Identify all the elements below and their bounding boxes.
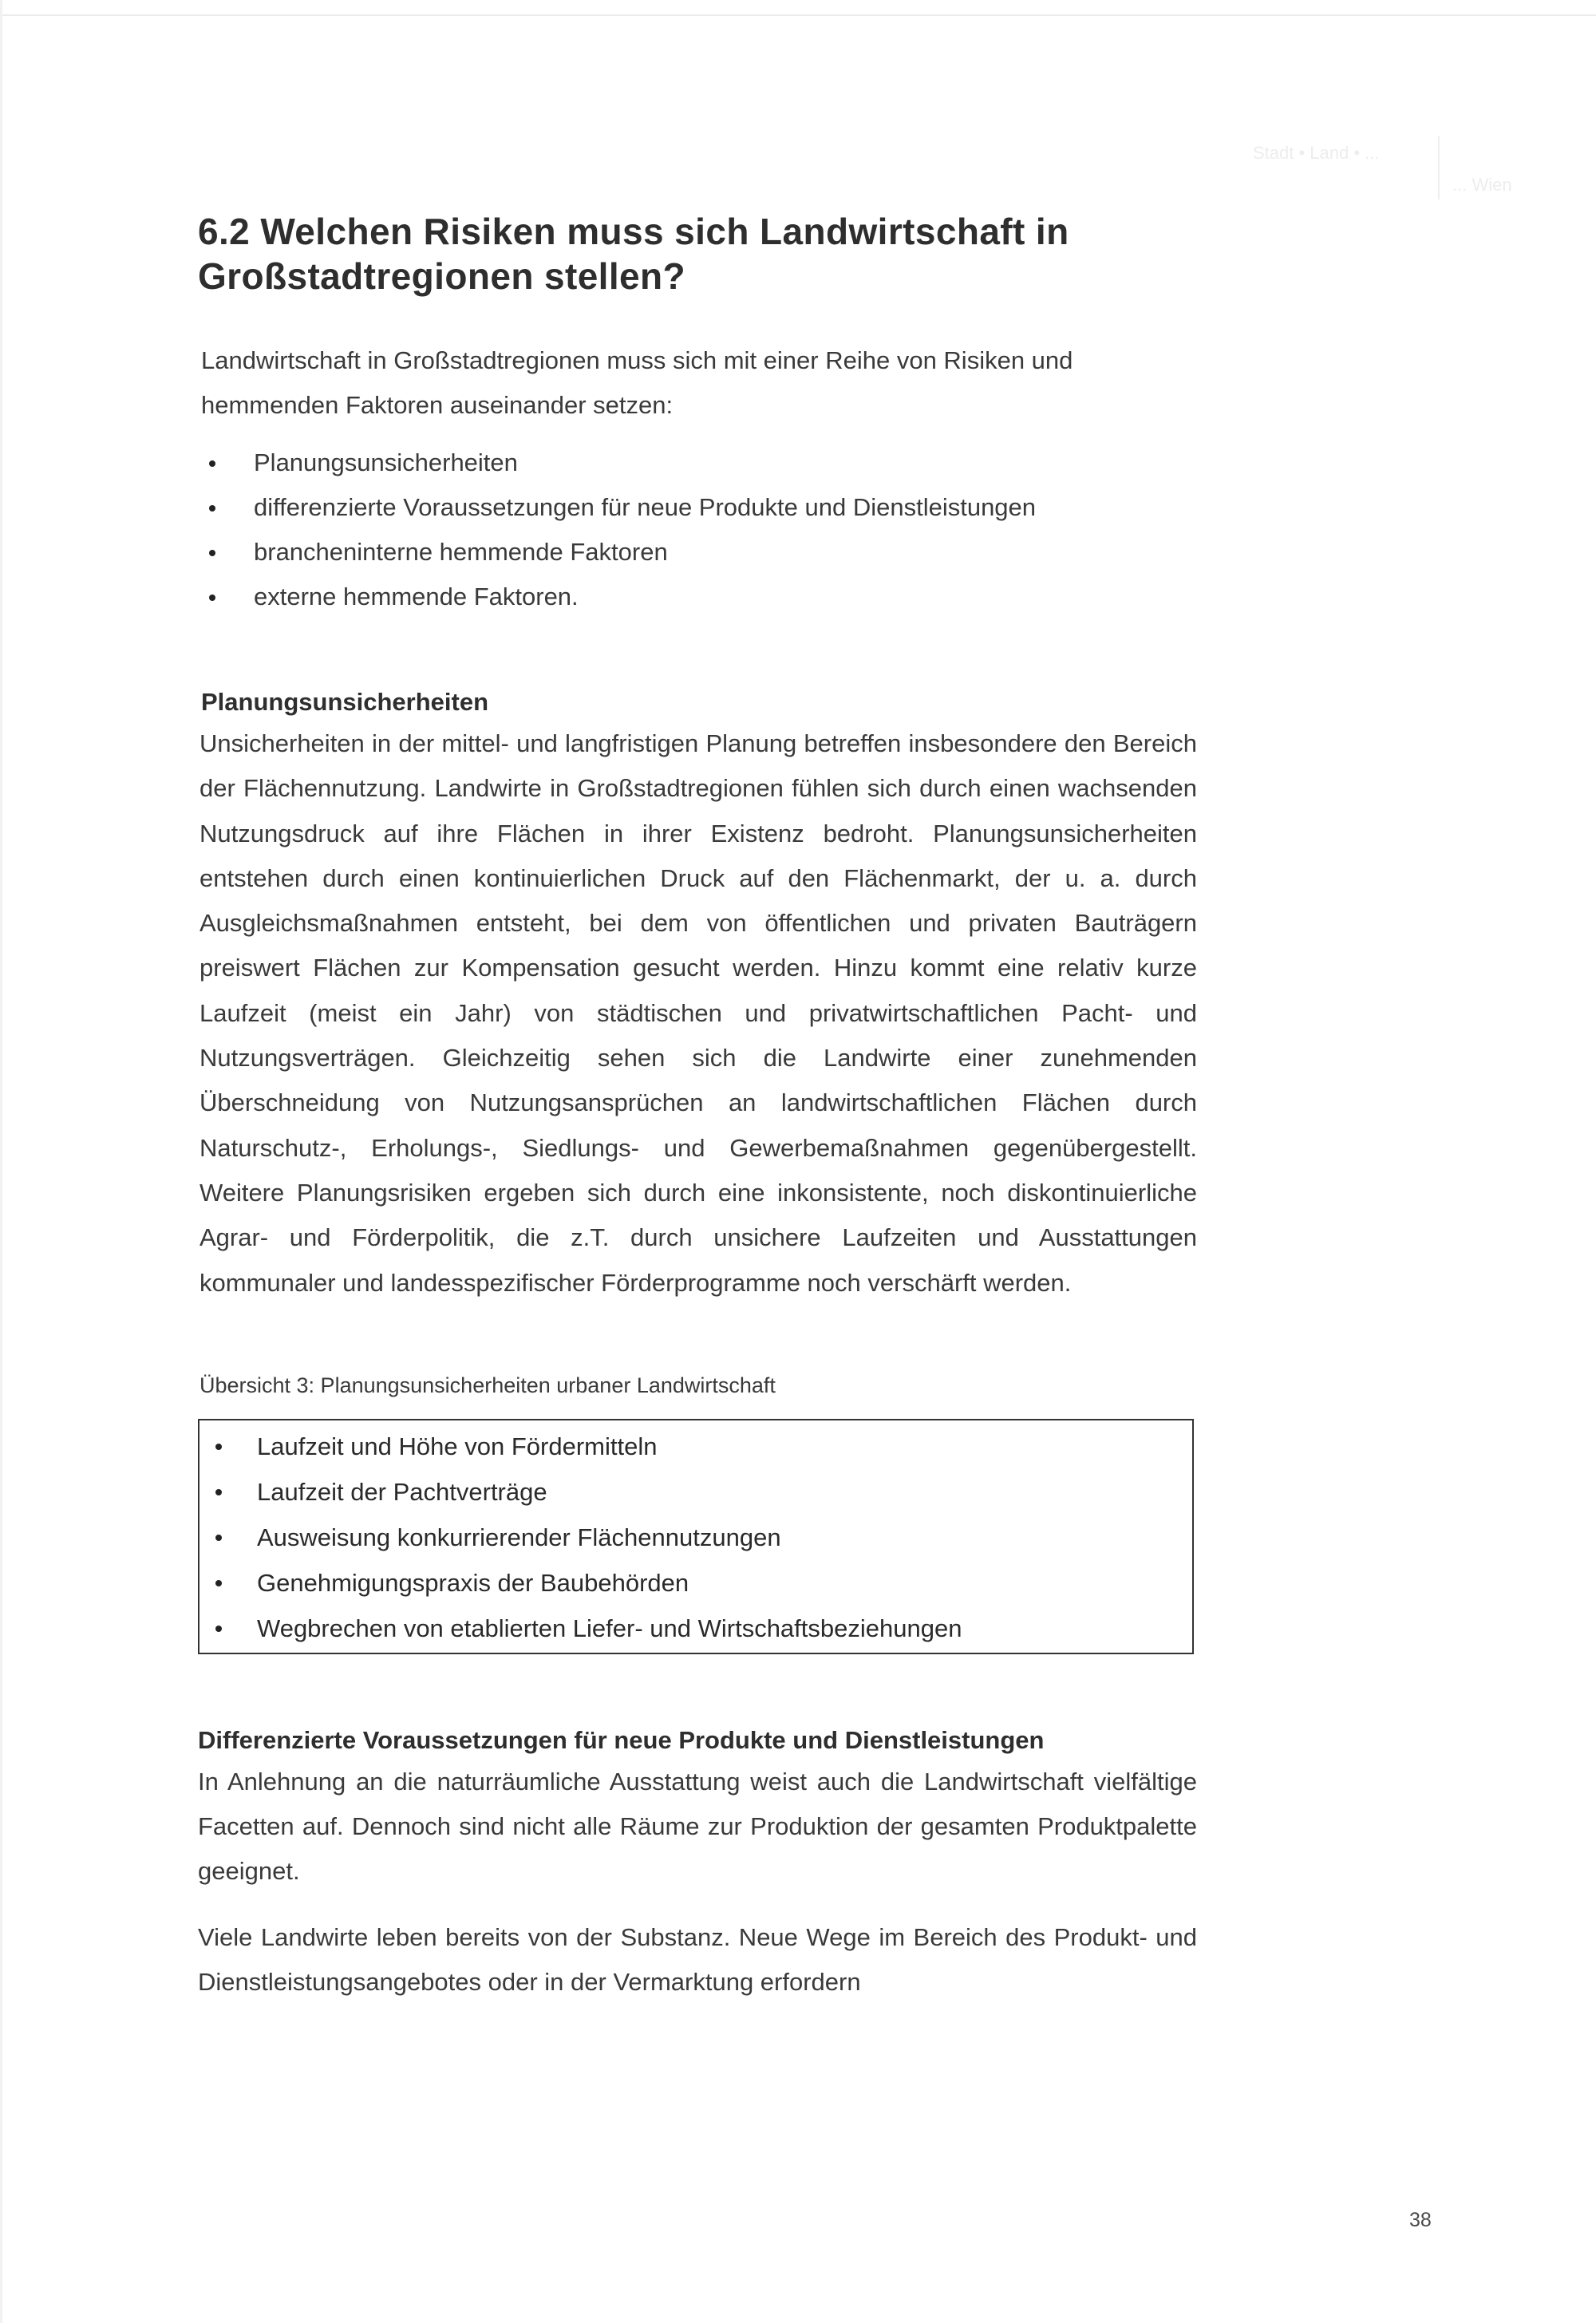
overview-list-item: Wegbrechen von etablierten Liefer- und Wirtschaftsbeziehungen [200,1606,1192,1651]
differentiated-paragraph-2: Viele Landwirte leben bereits von der Substanz. Neue Wege im Bereich des Produkt- und Dienstleistungsangebotes oder in der Vermarktung erfordern [198,1922,1197,1997]
page-left-edge [0,0,2,2323]
planning-paragraph: Unsicherheiten in der mittel- und langfristigen Planung betreffen insbesondere den Bereich der Flächennutzung. Landwirte in Großstadtregionen fühlen sich durch einen wachsenden Nutzungsdruck auf ihre Flächen in ihrer Existenz bedroht. Planungsunsicherheiten entstehen durch einen kontinuierlichen Druck auf den Flächenmarkt, der u. a. durch Ausgleichsmaßnahmen entsteht, bei dem von öffentlichen und privaten Bauträgern preiswert Flächen zur Kompensation gesucht werden. Hinzu kommt eine relativ kurze Laufzeit (meist ein Jahr) von städtischen und privatwirtschaftlichen Pacht- und Nutzungsverträgen. Gleichzeitig sehen sich die Landwirte einer zunehmenden Überschneidung von Nutzungsansprüchen an landwirtschaftlichen Flächen durch Naturschutz-, Erholungs-, Siedlungs- und Gewerbemaßnahmen gegenübergestellt. Weitere Planungsrisiken ergeben sich durch eine inkonsistente, noch diskontinuierliche Agrar- und Förderpolitik, die z.T. durch unsichere Laufzeiten und Ausstattungen kommunaler und landesspezifischer Förderprogramme noch verschärft werden. [200,729,1197,1297]
differentiated-subheading: Differenzierte Voraussetzungen für neue Produkte und Dienstleistungen [198,1725,1045,1754]
risk-list-item: Planungsunsicherheiten [198,441,1197,485]
section-heading [198,209,1197,298]
overview-list-item: Ausweisung konkurrierender Flächennutzungen [200,1515,1192,1560]
overview-box [198,1419,1194,1654]
faint-header-line-1: Stadt • Land • ... [1253,143,1380,163]
overview-caption: Übersicht 3: Planungsunsicherheiten urbaner Landwirtschaft [200,1373,776,1397]
faint-header-divider [1438,136,1440,200]
section-heading-line-2: Großstadtregionen stellen? [198,255,686,297]
intro-paragraph: Landwirtschaft in Großstadtregionen muss sich mit einer Reihe von Risiken und hemmenden Faktoren auseinander setzen: [201,346,1073,419]
risk-list-item: brancheninterne hemmende Faktoren [198,530,1197,575]
risk-list [198,441,1197,619]
differentiated-paragraph-1: In Anlehnung an die naturräumliche Ausstattung weist auch die Landwirtschaft vielfältige Facetten auf. Dennoch sind nicht alle Räume zur Produktion der gesamten Produktpalette geeignet. [198,1767,1197,1886]
overview-list [200,1424,1192,1651]
risk-list-item: externe hemmende Faktoren. [198,575,1197,619]
overview-list-item: Genehmigungspraxis der Baubehörden [200,1560,1192,1606]
overview-list-item: Laufzeit der Pachtverträge [200,1469,1192,1515]
section-heading-line-1: 6.2 Welchen Risiken muss sich Landwirtschaft in [198,211,1069,252]
faint-header-line-2: ... Wien [1452,175,1512,195]
risk-list-item: differenzierte Voraussetzungen für neue Produkte und Dienstleistungen [198,485,1197,530]
page-content [198,209,1197,2005]
planning-subheading: Planungsunsicherheiten [201,688,489,716]
page-number: 38 [1409,2209,1432,2231]
page-top-edge [0,14,1596,16]
overview-list-item: Laufzeit und Höhe von Fördermitteln [200,1424,1192,1469]
